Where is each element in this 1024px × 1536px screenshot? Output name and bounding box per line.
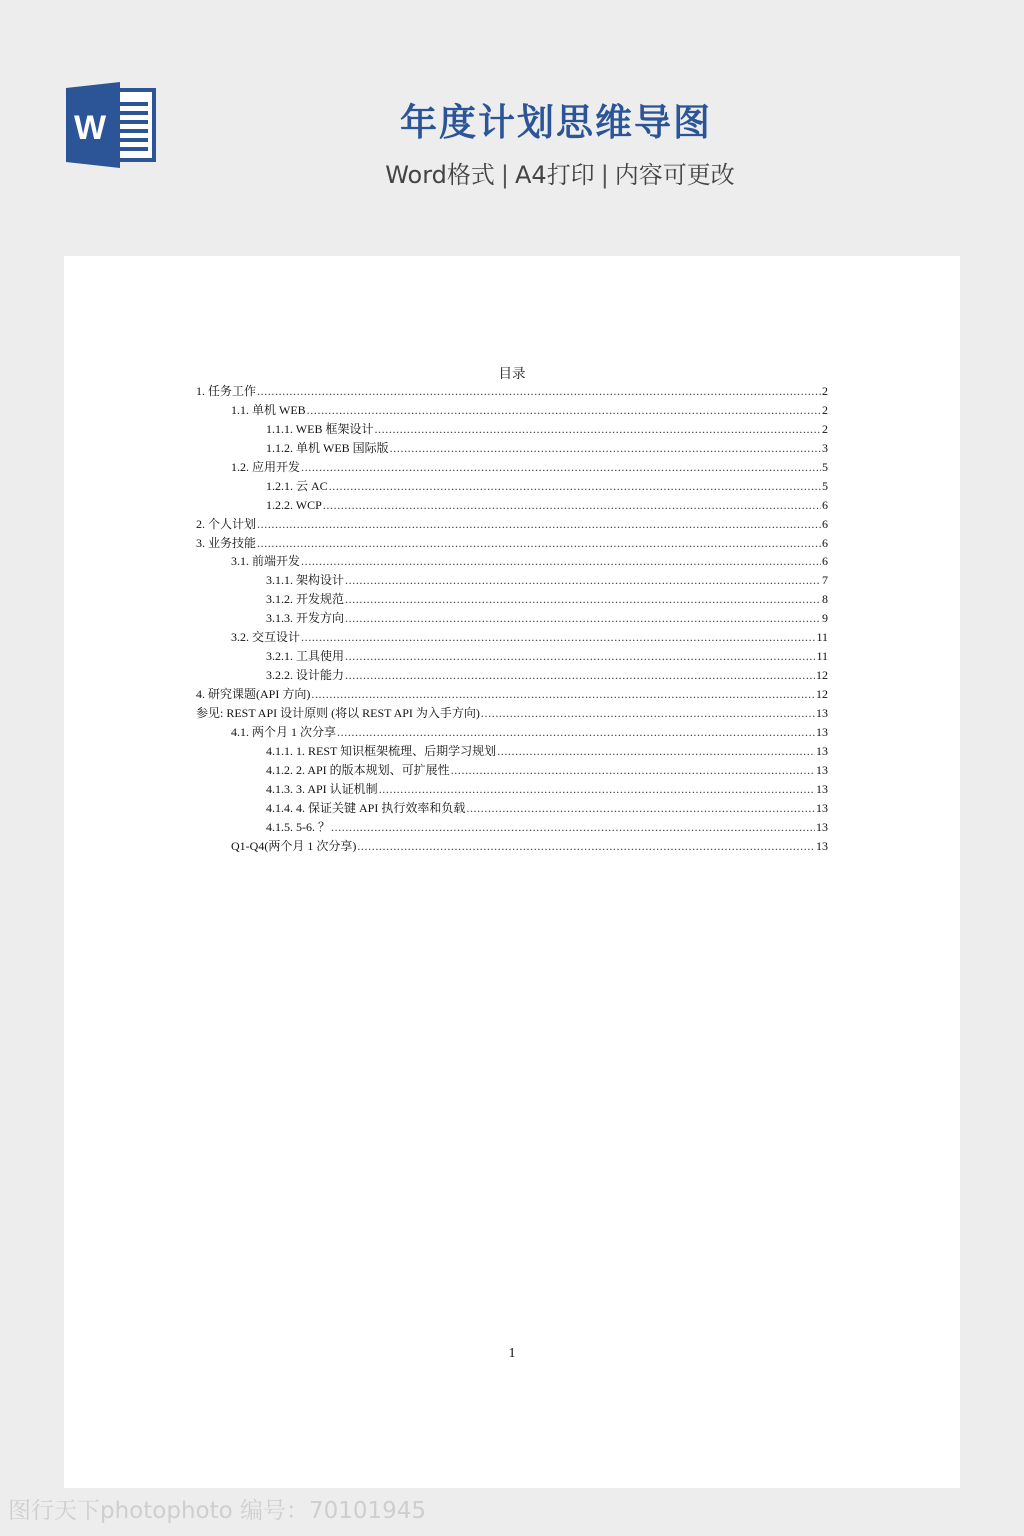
toc-dot-leader [337, 723, 815, 742]
toc-entry-page: 13 [816, 762, 828, 777]
toc-entry-title: 3.2.2. 设计能力 [266, 668, 345, 683]
toc-entry[interactable] [196, 704, 828, 723]
toc-entry-page: 13 [816, 800, 828, 815]
toc-entry-title: 3.2. 交互设计 [231, 630, 301, 645]
toc-entry-page: 2 [822, 384, 828, 398]
subtitle-print: A4打印 [515, 161, 595, 189]
toc-entry-page: 2 [822, 421, 828, 436]
page-number: 1 [508, 1346, 516, 1361]
subtitle-editable: 内容可更改 [614, 161, 735, 189]
toc-dot-leader [374, 420, 821, 439]
toc-entry-title: 4.1.1. 1. REST 知识框架梳理、后期学习规划 [266, 743, 497, 758]
toc-entry[interactable] [196, 628, 828, 647]
toc-entry-page: 6 [822, 516, 828, 531]
toc-dot-leader [345, 666, 815, 685]
subtitle [300, 155, 820, 190]
toc-dot-leader [379, 780, 815, 799]
toc-entry-page: 6 [822, 535, 828, 550]
toc-dot-leader [257, 515, 821, 534]
toc-entry[interactable] [196, 496, 828, 515]
page-title: 年度计划思维导图 [400, 101, 712, 144]
word-document-icon [66, 80, 156, 170]
toc-entry[interactable] [196, 401, 828, 420]
toc-entry-page: 11 [816, 630, 828, 645]
toc-entry-title: 1.1. 单机 WEB [231, 402, 306, 417]
toc-dot-leader [329, 477, 821, 496]
toc-entry[interactable] [196, 742, 828, 761]
toc-dot-leader [481, 704, 815, 723]
toc-entry-page: 9 [822, 611, 828, 626]
toc-entry-title: 3. 业务技能 [196, 535, 257, 550]
toc-entry-title: 1.2. 应用开发 [231, 459, 301, 474]
header [0, 0, 1024, 230]
toc-dot-leader [311, 685, 815, 704]
subtitle-separator: | [600, 161, 609, 189]
toc-dot-leader [331, 818, 815, 837]
toc-entry-page: 3 [822, 440, 828, 455]
toc-dot-leader [390, 439, 821, 458]
word-letter: W [73, 109, 107, 147]
toc-heading: 目录 [498, 366, 526, 381]
toc-entry-page: 8 [822, 592, 828, 607]
toc-entry[interactable] [196, 609, 828, 628]
toc-entry-title: 参见: REST API 设计原则 (将以 REST API 为入手方向) [196, 705, 480, 720]
toc-entry[interactable] [196, 666, 828, 685]
toc-entry[interactable] [196, 420, 828, 439]
toc-entry-title: 3.1.1. 架构设计 [266, 573, 345, 588]
toc-entry[interactable] [196, 458, 828, 477]
toc-entry-page: 13 [816, 781, 828, 796]
toc-entry[interactable] [196, 534, 828, 553]
toc-dot-leader [497, 742, 815, 761]
toc-entry-page: 6 [822, 497, 828, 512]
toc-dot-leader [451, 761, 815, 780]
toc-dot-leader [301, 628, 815, 647]
toc-entry[interactable] [196, 515, 828, 534]
toc-entry-page: 7 [822, 573, 828, 588]
toc-entry[interactable] [196, 761, 828, 780]
toc-entry[interactable] [196, 477, 828, 496]
toc-dot-leader [345, 571, 821, 590]
toc-dot-leader [345, 590, 821, 609]
toc-entry-title: 4.1.2. 2. API 的版本规划、可扩展性 [266, 762, 450, 777]
toc-entry-title: 4.1.3. 3. API 认证机制 [266, 781, 378, 796]
toc-entry[interactable] [196, 818, 828, 837]
toc-entry-title: 4.1.5. 5-6. ？ [266, 819, 330, 834]
toc-entry[interactable] [196, 837, 828, 856]
toc-entry-page: 12 [816, 687, 828, 701]
toc-entry[interactable] [196, 647, 828, 666]
subtitle-format: Word格式 [385, 161, 495, 189]
table-of-contents [196, 382, 828, 855]
toc-entry-title: 3.2.1. 工具使用 [266, 649, 345, 664]
toc-entry-title: 4.1. 两个月 1 次分享 [231, 724, 337, 739]
toc-entry[interactable] [196, 780, 828, 799]
toc-entry-title: 3.1. 前端开发 [231, 554, 301, 569]
toc-entry[interactable] [196, 799, 828, 818]
toc-entry-page: 13 [816, 819, 828, 834]
toc-dot-leader [301, 552, 821, 571]
toc-entry-title: 1. 任务工作 [196, 384, 257, 398]
toc-dot-leader [257, 382, 821, 401]
toc-dot-leader [345, 647, 815, 666]
toc-entry-page: 5 [822, 478, 828, 493]
toc-entry-page: 12 [816, 668, 828, 683]
toc-entry[interactable] [196, 552, 828, 571]
toc-entry[interactable] [196, 685, 828, 704]
toc-entry-page: 13 [816, 705, 828, 720]
toc-entry-title: 4. 研究课题(API 方向) [196, 687, 311, 701]
toc-entry-title: 3.1.3. 开发方向 [266, 611, 345, 626]
subtitle-separator: | [500, 161, 509, 189]
toc-entry-title: 1.1.1. WEB 框架设计 [266, 421, 374, 436]
toc-dot-leader [257, 534, 821, 553]
toc-dot-leader [357, 837, 815, 856]
toc-entry-page: 5 [822, 459, 828, 474]
toc-entry-page: 11 [816, 649, 828, 664]
toc-entry-title: Q1-Q4(两个月 1 次分享) [231, 838, 357, 853]
toc-entry-page: 2 [822, 402, 828, 417]
toc-dot-leader [307, 401, 821, 420]
toc-entry-title: 1.1.2. 单机 WEB 国际版 [266, 440, 389, 455]
toc-entry-title: 2. 个人计划 [196, 516, 257, 531]
toc-entry[interactable] [196, 439, 828, 458]
toc-entry-page: 13 [816, 838, 828, 853]
toc-entry-title: 1.2.1. 云 AC [266, 478, 328, 493]
toc-entry-title: 4.1.4. 4. 保证关键 API 执行效率和负载 [266, 800, 466, 815]
toc-entry-page: 13 [816, 724, 828, 739]
toc-entry-page: 13 [816, 743, 828, 758]
toc-entry-page: 6 [822, 554, 828, 569]
toc-entry[interactable] [196, 590, 828, 609]
toc-dot-leader [301, 458, 821, 477]
toc-entry[interactable] [196, 571, 828, 590]
watermark: 图行天下photophoto 编号：70101945 [8, 1498, 427, 1524]
toc-entry[interactable] [196, 382, 828, 401]
toc-dot-leader [323, 496, 821, 515]
toc-entry[interactable] [196, 723, 828, 742]
toc-entry-title: 1.2.2. WCP [266, 497, 322, 512]
document-page [64, 256, 960, 1488]
toc-dot-leader [345, 609, 821, 628]
toc-dot-leader [466, 799, 815, 818]
toc-entry-title: 3.1.2. 开发规范 [266, 592, 345, 607]
